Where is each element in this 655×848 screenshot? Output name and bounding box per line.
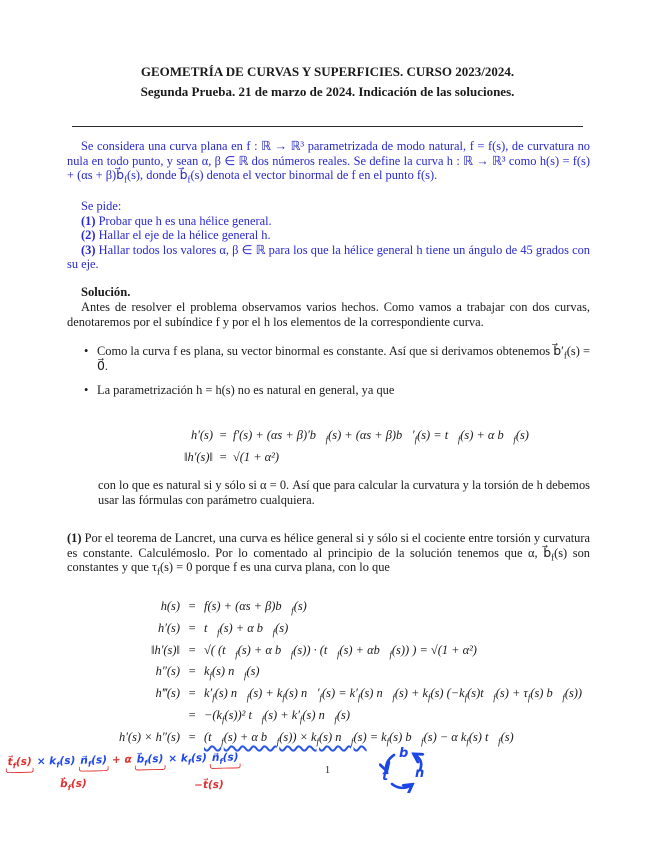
handwritten-annotations xyxy=(7,750,318,811)
exam-title xyxy=(0,62,655,102)
formula-rhs: $-(k_f(s))^2$ $t⃗_f(s) + k'_f(s)$ $n⃗_f(s)$ xyxy=(204,707,350,725)
bullet-text-2: La parametrización h = h(s) no es natural en general, ya que xyxy=(97,383,395,397)
formula-rhs: $f(s) + (\alpha s + \beta)b⃗_f(s)$ xyxy=(204,599,307,616)
equals-sign: = xyxy=(187,707,197,722)
formula-row xyxy=(0,596,655,618)
tasks-list xyxy=(67,199,590,272)
formula-rhs: $f'(s) + (\alpha s + \beta)'b⃗_f(s) + (\alpha s$ + $\beta)b⃗'_f(s)$ = $t⃗_f(s) + \alpha$ $b⃗_f(s)$ xyxy=(233,428,529,445)
task-item-2 xyxy=(67,228,590,243)
horizontal-rule xyxy=(72,126,583,127)
handwritten-term: × $k_f(s)$ xyxy=(168,752,208,767)
task-item-1 xyxy=(67,214,590,229)
task-text-1: Probar que h es una hélice general. xyxy=(98,213,272,228)
formula-row xyxy=(0,640,655,662)
formula-lhs: ‖h′(s)‖ xyxy=(151,642,180,657)
bullet-icon: • xyxy=(84,344,89,358)
formula-row xyxy=(0,727,655,749)
formula-rhs: √( ($t⃗_f(s) + \alpha$ $b⃗_f(s)$) · ($t⃗_f(s)$ + $\alpha b⃗_f(s)$) ) = √(1 + α²) xyxy=(204,642,477,660)
page-number: 1 xyxy=(324,764,331,776)
hand-underlined-term: ($t⃗_f(s) + \alpha$ $b⃗_f(s)) \times k_f(s)$ $n⃗_f(s)$ xyxy=(204,729,367,747)
equals-sign: = xyxy=(187,642,197,657)
formula-lhs: h‴(s) xyxy=(155,686,180,701)
formula-rhs: $t⃗_f(s) + \alpha$ $b⃗_f(s)$ xyxy=(204,620,289,638)
problem-statement: Se considera una curva plana en f : ℝ → ℝ³ parametrizada de modo natural, f = f(s), de curvatura no nula en todo punto, y sean α, β ∈ ℝ dos números reales. Se define la curva h : ℝ → ℝ³ como $h(s) = f(s) + (\alpha s + \beta)b⃗_f(s)$, donde $b⃗_f(s)$ denota el vector binormal de f en el punto f(s). xyxy=(67,139,590,185)
handwritten-result-tangent: −t⃗(s) xyxy=(193,778,224,792)
sketch-label-t: t xyxy=(382,769,389,784)
equals-sign: = xyxy=(187,729,197,744)
formula-lhs: h″(s) xyxy=(155,664,180,679)
equals-sign: = xyxy=(187,599,197,613)
formula-lhs: h(s) xyxy=(160,599,180,613)
part1-text: Por el teorema de Lancret, una curva es hélice general si y sólo si el cociente entre torsión y curvatura es constante. Calculémoslo. Por lo comentado al principio de la solución tenemos que α, $b⃗_f(s)$ son constantes y que $\tau_f(s) = 0$ porque f es una curva plana, con lo que xyxy=(67,531,590,577)
formula-row xyxy=(0,424,655,446)
task-item-3 xyxy=(67,243,590,272)
solution-intro-paragraph: Antes de resolver el problema observamos varios hechos. Como vamos a trabajar con dos curvas, denotaremos por el subíndice f y por el h los elementos de la correspondiente curva. xyxy=(67,300,590,329)
tasks-lead: Se pide: xyxy=(81,199,122,213)
formula-lhs: ‖h′(s)‖ xyxy=(184,450,213,464)
formula-rhs: $k_f(s)$ $n⃗_f(s)$ xyxy=(204,664,260,681)
formula-lhs: h′(s) xyxy=(158,620,180,635)
formula-row xyxy=(0,618,655,640)
handwritten-term: + α xyxy=(111,753,132,767)
formula-block-1 xyxy=(0,424,655,468)
handwritten-result-binormal: $b⃗_f(s)$ xyxy=(59,777,87,793)
bullet-item-2 xyxy=(84,383,590,398)
sketch-label-b: b xyxy=(399,746,409,761)
exam-title-line1: GEOMETRÍA DE CURVAS Y SUPERFICIES. CURSO 2023/2024. xyxy=(140,64,515,79)
sketch-label-n: n xyxy=(415,766,425,781)
equals-sign: = xyxy=(187,664,197,679)
bullet-text-1: Como la curva f es plana, su vector binormal es constante. Así que si derivamos obtenemos $b⃗'_f(s)$ = 0⃗. xyxy=(97,344,590,373)
cycle-arrow-t-to-n xyxy=(392,784,412,788)
bullet-icon: • xyxy=(84,383,89,397)
formula-rhs: $k'_f(s)$ $n⃗_f(s) + k_f(s)$ $n⃗'_f(s) = k'_f(s)$ $n⃗_f(s) + k_f(s)$ ($-k_f(s)t⃗_f(s) + \tau_f(s)$ $b⃗_f(s)$) xyxy=(204,686,583,703)
formula-rhs xyxy=(204,727,514,749)
handwritten-term: × $k_f(s)$ xyxy=(36,754,76,770)
task-text-2: Hallar el eje de la hélice general h. xyxy=(98,228,271,243)
handwritten-term: $t⃗_f(s)$ xyxy=(7,755,32,771)
cycle-arrow-b-to-t xyxy=(386,755,394,770)
formula-rhs: √(1 + α²) xyxy=(233,450,280,464)
formula-row xyxy=(0,705,655,727)
formula-block-2 xyxy=(0,596,655,749)
formula-row xyxy=(0,446,655,468)
bullet-item-1 xyxy=(84,344,590,373)
solution-heading: Solución. xyxy=(81,285,131,299)
equals-sign: = xyxy=(187,686,197,701)
handwritten-term: $n⃗_f(s)$ xyxy=(211,751,239,766)
formula-rhs-rest: = $k_f(s)$ $b⃗_f(s) - \alpha$ $k_f(s)$ $t⃗_f(s)$ xyxy=(366,729,514,747)
part1-paragraph xyxy=(67,531,590,575)
equals-sign: = xyxy=(218,428,228,442)
formula-lhs: h′(s) xyxy=(191,428,213,442)
formula-row xyxy=(0,683,655,705)
formula-row xyxy=(0,661,655,683)
equals-sign: = xyxy=(187,620,197,635)
handwritten-term: $n⃗_f(s)$ xyxy=(80,754,108,769)
after-formulas-paragraph: con lo que es natural si y sólo si α = 0. Así que para calcular la curvatura y la torsión de h debemos usar las fórmulas con parámetro cualquiera. xyxy=(98,478,590,507)
frenet-cycle-sketch xyxy=(379,741,431,793)
equals-sign: = xyxy=(218,450,228,464)
formula-lhs: h′(s) × h″(s) xyxy=(119,729,180,744)
part1-label: (1) xyxy=(67,531,82,545)
handwritten-term: $b⃗_f(s)$ xyxy=(136,752,164,768)
exam-title-line2: Segunda Prueba. 21 de marzo de 2024. Indicación de las soluciones. xyxy=(140,84,515,99)
task-label-2: (2) xyxy=(81,228,96,243)
task-label-3: (3) xyxy=(81,242,96,257)
task-label-1: (1) xyxy=(81,213,96,228)
task-text-3: Hallar todos los valores α, β ∈ ℝ para los que la hélice general h tiene un ángulo de 45 grados con su eje. xyxy=(67,242,590,272)
